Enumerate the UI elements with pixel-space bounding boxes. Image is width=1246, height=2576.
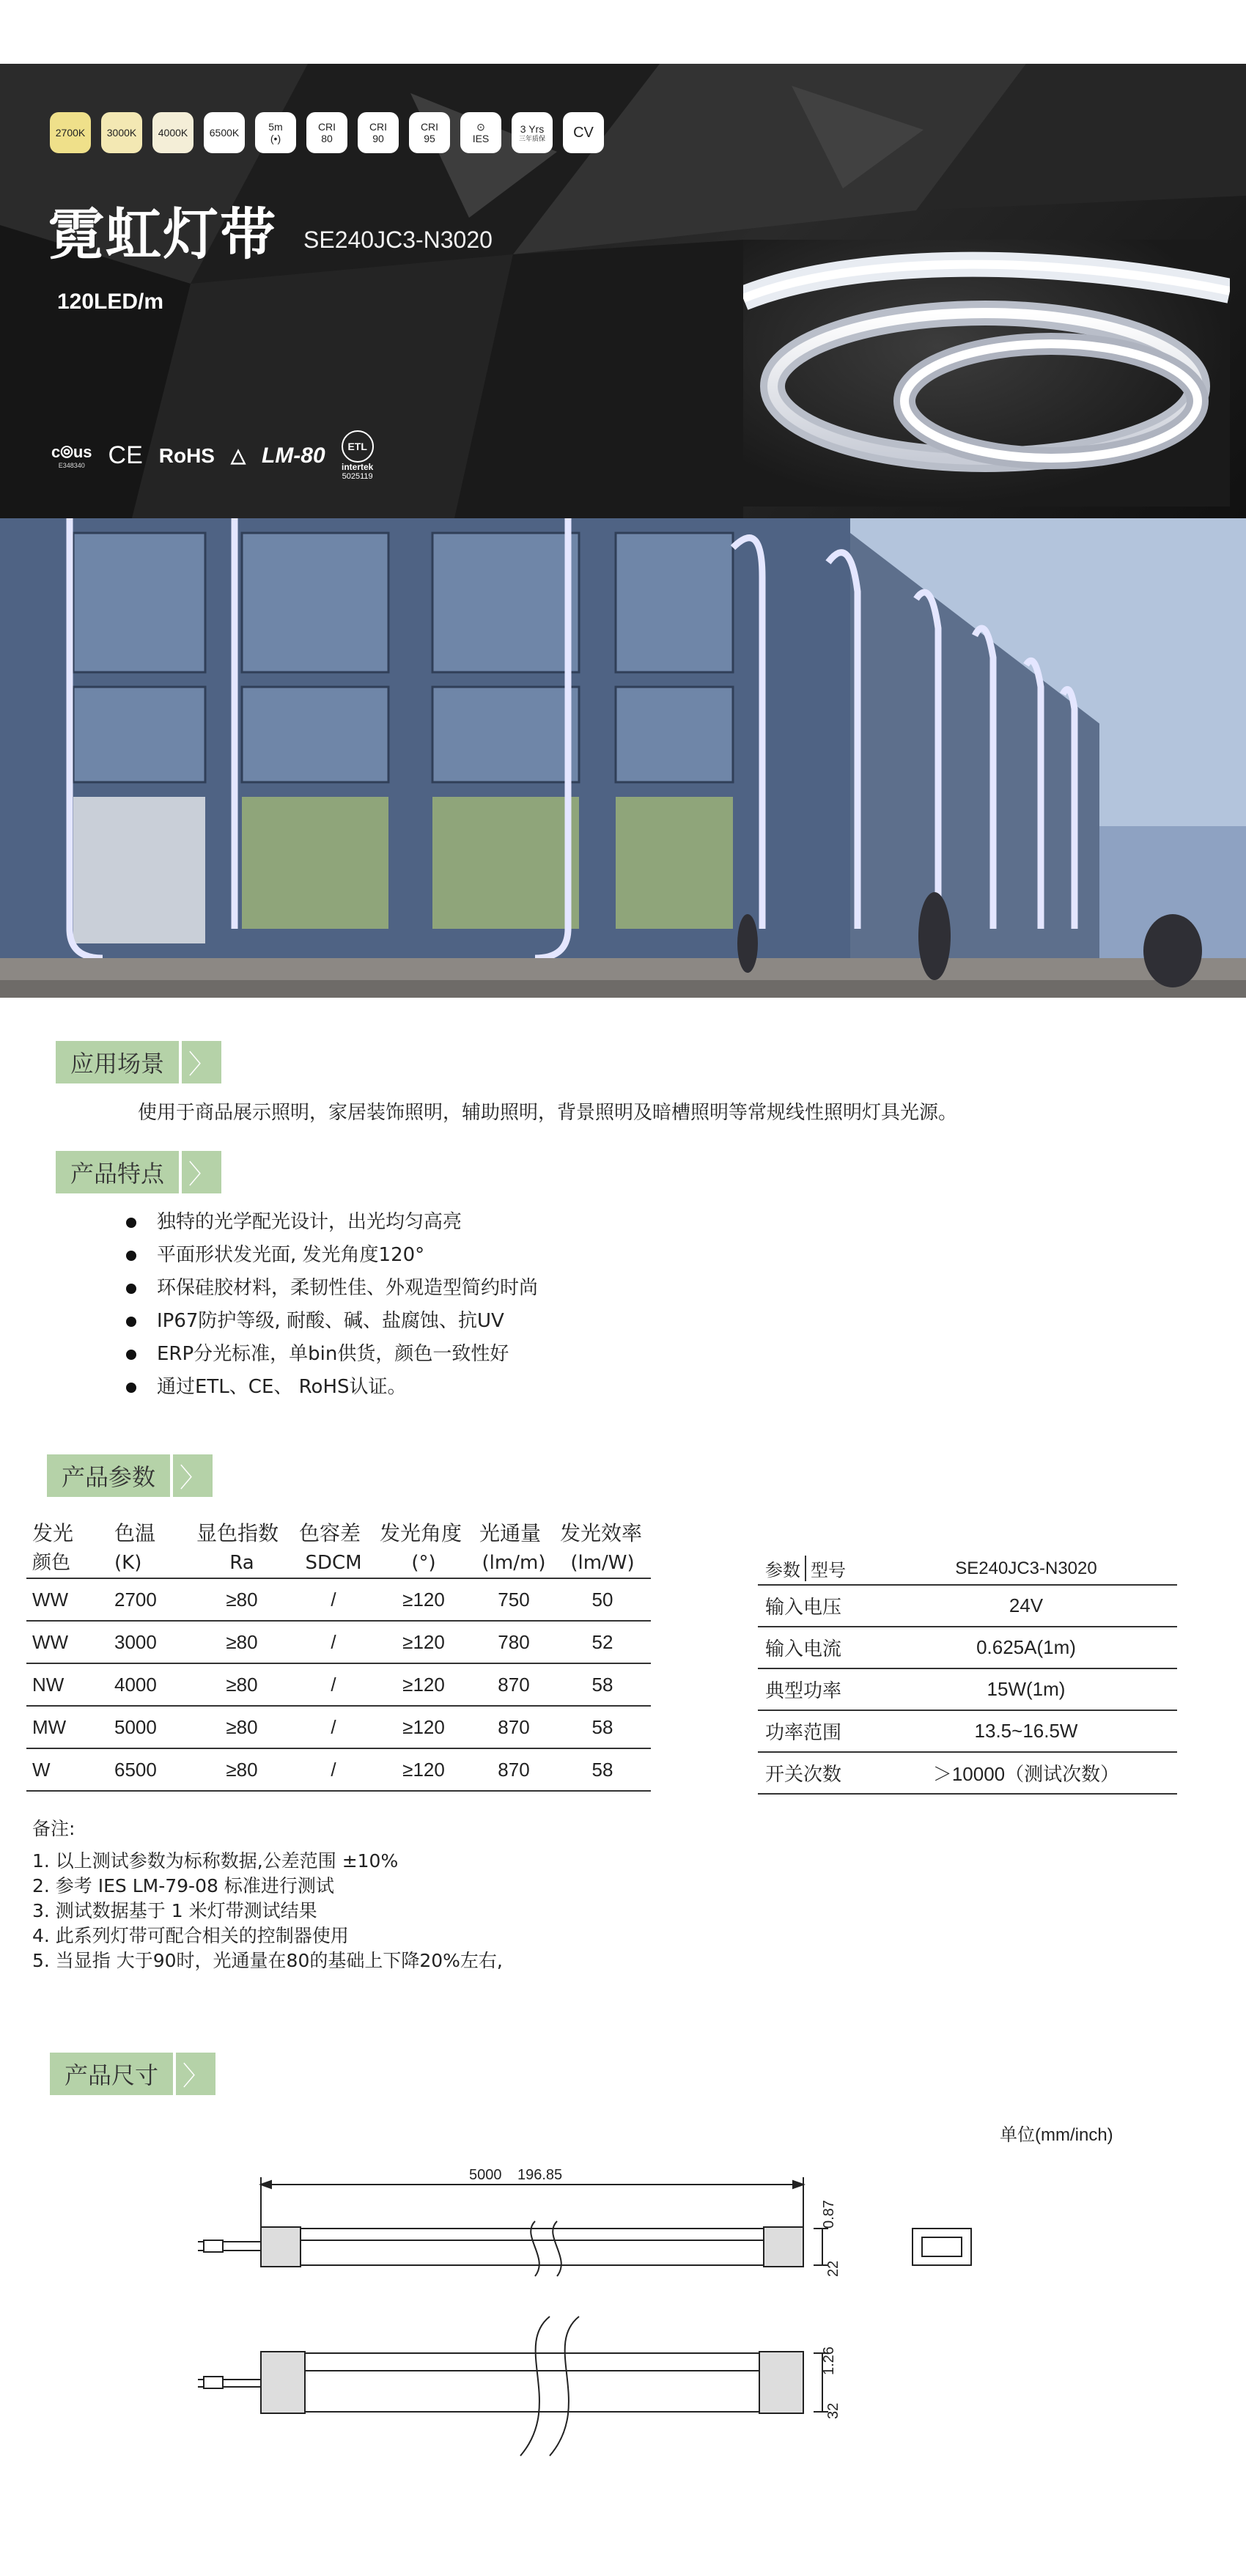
spec-header-cell: (K) — [114, 1552, 142, 1574]
section-dimensions-title: 产品尺寸 — [50, 2053, 173, 2095]
building-facade-illustration — [0, 518, 1246, 998]
feature-item: 通过ETL、CE、 RoHS认证。 — [126, 1371, 538, 1404]
section-features-title: 产品特点 — [56, 1151, 179, 1193]
note-item: 4. 此系列灯带可配合相关的控制器使用 — [32, 1925, 349, 1946]
spec-header-cell: 发光 — [32, 1521, 74, 1545]
feature-item: 环保硅胶材料，柔韧性佳、外观造型简约时尚 — [126, 1272, 538, 1305]
led-density: 120LED/m — [57, 290, 164, 314]
table-row: NW 4000 ≥80 / ≥120 870 58 — [26, 1663, 651, 1706]
bullet-icon — [126, 1284, 136, 1294]
badge-cri95: CRI 95 — [409, 112, 450, 153]
badge-3000k: 3000K — [101, 112, 142, 153]
section-dimensions-header — [50, 2053, 215, 2095]
section-features-header — [56, 1151, 221, 1193]
section-params-header — [47, 1454, 213, 1497]
bullet-icon — [126, 1383, 136, 1393]
feature-item: ERP分光标准，单bin供货，颜色一致性好 — [126, 1338, 538, 1371]
neon-strip-photo — [743, 240, 1230, 507]
table-row: WW 2700 ≥80 / ≥120 750 50 — [26, 1578, 651, 1621]
bullet-icon — [126, 1218, 136, 1228]
spec-header-cell: 色温 — [114, 1521, 156, 1545]
etl-logo: ETL intertek 5025119 — [342, 430, 374, 481]
chevron-right-icon: 〉 — [176, 2053, 215, 2095]
certification-logos — [51, 430, 374, 481]
height-mm-label: 32 — [825, 2402, 841, 2419]
section-params-title: 产品参数 — [47, 1454, 170, 1497]
bullet-icon — [126, 1251, 136, 1261]
length-inch-label: 196.85 — [517, 2167, 563, 2183]
length-mm-label: 5000 — [469, 2167, 502, 2183]
spec-header-cell: 显色指数 — [196, 1521, 279, 1545]
table-row: 典型功率 15W(1m) — [758, 1668, 1177, 1710]
table-row: 输入电流 0.625A(1m) — [758, 1627, 1177, 1668]
badge-2700k: 2700K — [50, 112, 91, 153]
badge-4000k: 4000K — [152, 112, 193, 153]
spec-header-cell: 色容差 — [299, 1521, 361, 1545]
badge-cri80: CRI 80 — [306, 112, 347, 153]
badge-warranty: 3 Yrs 三年质保 — [512, 112, 553, 153]
unit-label: 单位(mm/inch) — [1000, 2125, 1113, 2145]
feature-item: 平面形状发光面, 发光角度120° — [126, 1239, 538, 1272]
note-item: 5. 当显指 大于90时，光通量在80的基础上下降20%左右, — [32, 1950, 503, 1971]
spec-header-cell: SDCM — [305, 1552, 362, 1574]
table-row: MW 5000 ≥80 / ≥120 870 58 — [26, 1706, 651, 1748]
ce-logo: CE — [108, 441, 143, 469]
spec-badges — [50, 112, 604, 153]
spec-header-cell: 颜色 — [32, 1552, 71, 1574]
table-row: W 6500 ≥80 / ≥120 870 58 — [26, 1748, 651, 1791]
spec-header-cell: 发光效率 — [560, 1521, 643, 1545]
note-item: 2. 参考 IES LM-79-08 标准进行测试 — [32, 1875, 334, 1896]
badge-cv: CV — [563, 112, 604, 153]
spec-header-cell: Ra — [229, 1552, 254, 1574]
table-row: WW 3000 ≥80 / ≥120 780 52 — [26, 1621, 651, 1663]
spec-table — [26, 1519, 651, 1792]
lm80-logo: LM-80 — [261, 443, 325, 468]
table-row: 功率范围 13.5~16.5W — [758, 1710, 1177, 1752]
note-item: 3. 测试数据基于 1 米灯带测试结果 — [32, 1900, 317, 1921]
ul-logo: c⦾us E348340 — [51, 442, 92, 469]
spec-header-row-2 — [26, 1548, 651, 1578]
chevron-right-icon: 〉 — [182, 1151, 221, 1193]
spec-header-cell: (°) — [411, 1552, 436, 1574]
badge-ies-icon: ⊙ IES — [460, 112, 501, 153]
section-application-title: 应用场景 — [56, 1041, 179, 1083]
feature-list — [126, 1206, 538, 1404]
product-model: SE240JC3-N3020 — [303, 227, 493, 253]
note-item: 1. 以上测试参数为标称数据,公差范围 ±10% — [32, 1850, 399, 1872]
param-table — [758, 1553, 1177, 1795]
width-inch-label: 0.87 — [821, 2200, 837, 2229]
badge-cri90: CRI 90 — [358, 112, 399, 153]
table-row: 输入电压 24V — [758, 1585, 1177, 1627]
product-title: 霓虹灯带 — [48, 202, 277, 267]
spec-header-cell: 发光角度 — [380, 1521, 462, 1545]
badge-5m: 5m (•) — [255, 112, 296, 153]
chevron-right-icon: 〉 — [182, 1041, 221, 1083]
feature-item: IP67防护等级, 耐酸、碱、盐腐蚀、抗UV — [126, 1305, 538, 1338]
notes-title: 备注: — [32, 1818, 75, 1839]
param-header-row: 参数 型号 SE240JC3-N3020 — [758, 1553, 1177, 1585]
notes-block — [32, 1817, 503, 1973]
building-application-photo — [0, 518, 1246, 998]
spec-header-cell: (lm/m) — [482, 1552, 546, 1574]
height-inch-label: 1.26 — [821, 2347, 837, 2375]
width-mm-label: 22 — [825, 2260, 841, 2277]
bullet-icon — [126, 1317, 136, 1327]
hero-banner — [0, 64, 1246, 518]
spec-header-row-1 — [26, 1519, 651, 1548]
table-row: 开关次数 ＞10000（测试次数） — [758, 1752, 1177, 1794]
rohs-logo: RoHS — [158, 444, 215, 467]
neon-strip-illustration — [743, 240, 1230, 507]
bullet-icon — [126, 1350, 136, 1360]
dimension-drawing — [169, 2170, 1011, 2507]
feature-item: 独特的光学配光设计，出光均匀高亮 — [126, 1206, 538, 1239]
dlc-triangle-icon: △ — [230, 444, 246, 466]
application-description: 使用于商品展示照明，家居装饰照明，辅助照明，背景照明及暗槽照明等常规线性照明灯具光源。 — [138, 1102, 958, 1124]
spec-header-cell: (lm/W) — [570, 1552, 635, 1574]
badge-6500k: 6500K — [204, 112, 245, 153]
spec-header-cell: 光通量 — [479, 1521, 542, 1545]
section-application-header — [56, 1041, 221, 1083]
chevron-right-icon: 〉 — [173, 1454, 213, 1497]
